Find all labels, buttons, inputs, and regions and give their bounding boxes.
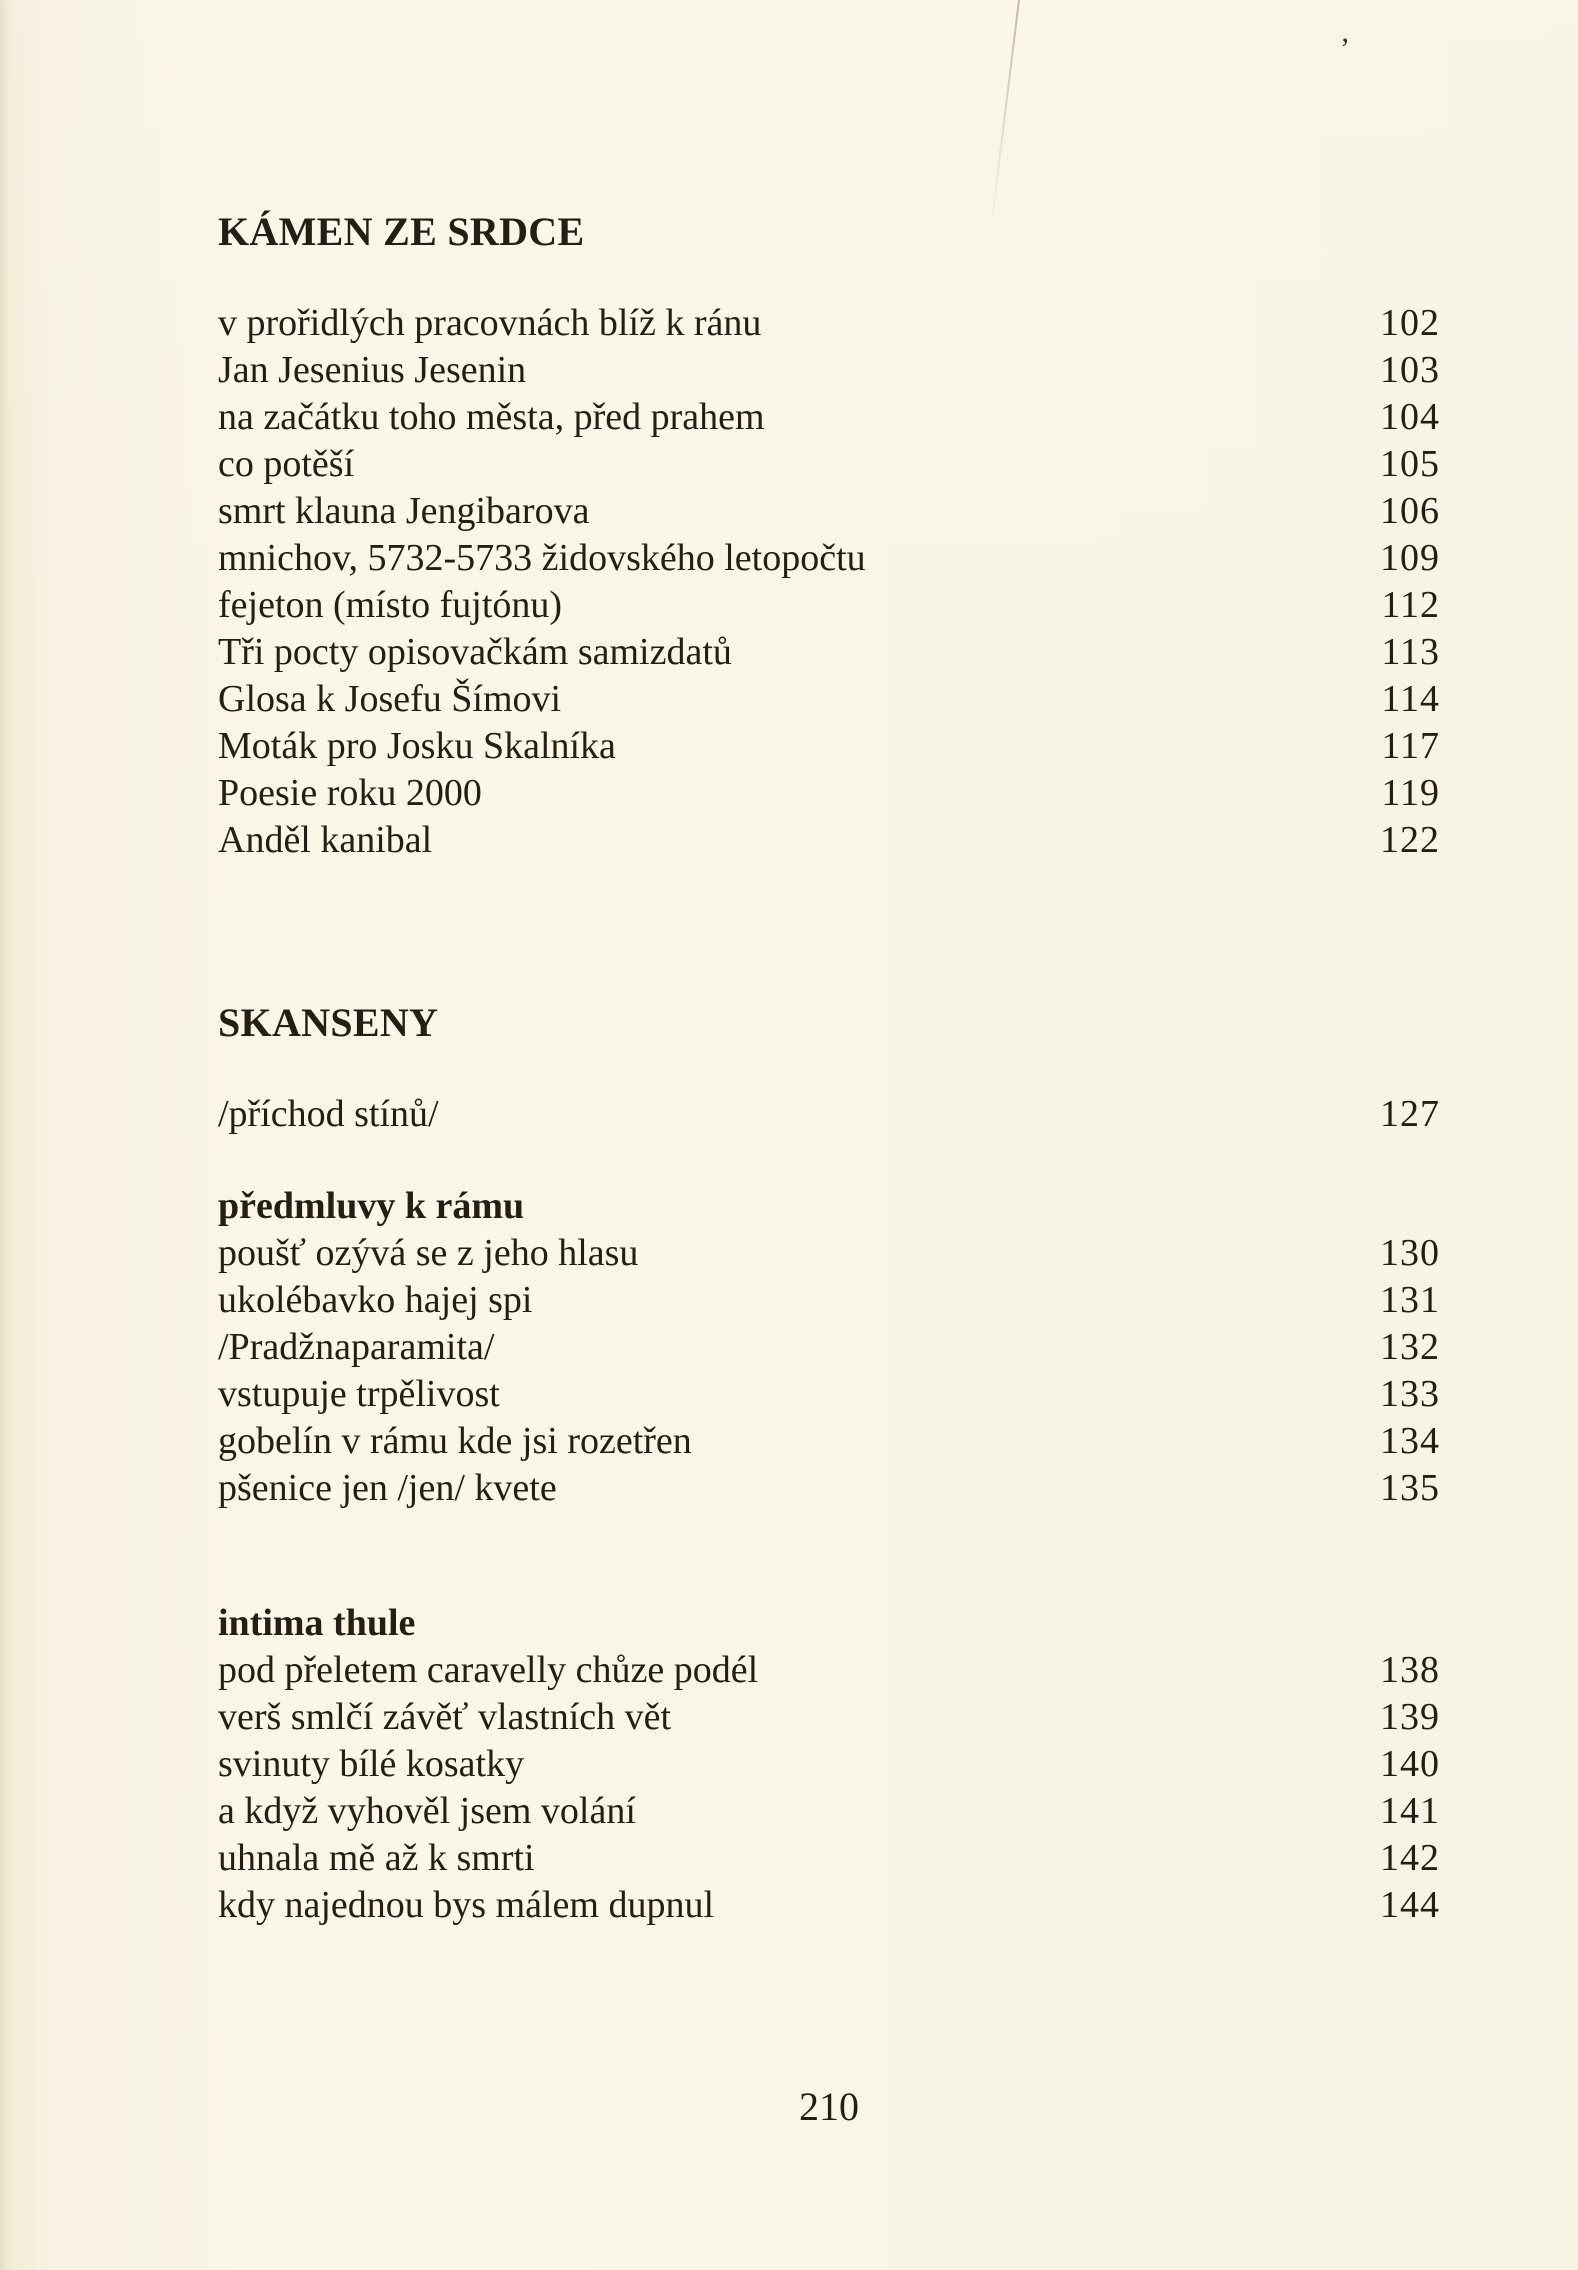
toc-entry-page: 119 [1381,772,1440,814]
toc-section [218,999,1440,1929]
toc-entry-title: vstupuje trpělivost [218,1373,500,1415]
toc-group [218,1183,1440,1512]
toc-entry-page: 127 [1380,1093,1440,1135]
toc-entry-title: fejeton (místo fujtónu) [218,584,563,626]
toc-row [218,1741,1440,1788]
toc-row [218,676,1440,723]
toc-entry-title: pod přeletem caravelly chůze podél [218,1649,759,1691]
toc-entry-title: uhnala mě až k smrti [218,1837,535,1879]
toc-entry-title: Anděl kanibal [218,819,433,861]
toc-entry-title: Moták pro Josku Skalníka [218,725,616,767]
toc-entry-page: 112 [1381,584,1440,626]
toc-entry-title: co potěší [218,443,355,485]
toc-row [218,1882,1440,1929]
toc-entry-page: 132 [1380,1326,1440,1368]
toc-entry-page: 134 [1380,1420,1440,1462]
toc-row [218,1277,1440,1324]
section-heading: SKANSENY [218,1000,439,1045]
toc-entry-page: 141 [1380,1790,1440,1832]
toc-row [218,300,1440,347]
toc-row [218,441,1440,488]
toc-row [218,347,1440,394]
toc-entry-page: 138 [1380,1649,1440,1691]
toc-entry-page: 135 [1380,1467,1440,1509]
toc-entry-title: v prořidlých pracovnách blíž k ránu [218,302,762,344]
group-subheading: předmluvy k rámu [218,1185,525,1227]
toc-row [218,394,1440,441]
toc-row [218,1694,1440,1741]
toc-entry-page: 113 [1381,631,1440,673]
toc-entry-page: 109 [1380,537,1440,579]
toc-entry-title: kdy najednou bys málem dupnul [218,1884,715,1926]
toc-entry-title: Jan Jesenius Jesenin [218,349,527,391]
toc-entry-page: 139 [1380,1696,1440,1738]
toc-entry-page: 106 [1380,490,1440,532]
toc-entry-title: mnichov, 5732-5733 židovského letopočtu [218,537,866,579]
toc-group [218,300,1440,864]
toc-entry-page: 102 [1380,302,1440,344]
toc-entry-page: 133 [1380,1373,1440,1415]
toc-group [218,1091,1440,1138]
toc-entry-title: na začátku toho města, před prahem [218,396,765,438]
toc-entry-page: 117 [1381,725,1440,767]
section-heading: KÁMEN ZE SRDCE [218,209,585,254]
toc-row [218,1465,1440,1512]
toc-entry-title: gobelín v rámu kde jsi rozetřen [218,1420,692,1462]
toc-row [218,1230,1440,1277]
toc-entry-page: 122 [1380,819,1440,861]
toc-row [218,488,1440,535]
toc-entry-title: /Pradžnaparamita/ [218,1326,495,1368]
toc-entry-page: 131 [1380,1279,1440,1321]
toc-entry-page: 104 [1380,396,1440,438]
toc-entry-title: svinuty bílé kosatky [218,1743,525,1785]
toc-section [218,208,1440,864]
toc [218,208,1440,1929]
toc-row [218,1091,1440,1138]
toc-entry-page: 114 [1381,678,1440,720]
toc-row [218,1788,1440,1835]
toc-row [218,535,1440,582]
toc-row [218,1835,1440,1882]
toc-group [218,1600,1440,1929]
toc-row [218,1324,1440,1371]
toc-row [218,629,1440,676]
toc-entry-page: 105 [1380,443,1440,485]
toc-row [218,817,1440,864]
toc-entry-title: Glosa k Josefu Šímovi [218,678,562,720]
toc-entry-title: /příchod stínů/ [218,1093,439,1135]
toc-entry-page: 130 [1380,1232,1440,1274]
toc-entry-page: 103 [1380,349,1440,391]
toc-entry-title: Poesie roku 2000 [218,772,482,814]
toc-entry-title: Tři pocty opisovačkám samizdatů [218,631,732,673]
paper-crease-line [989,0,1020,233]
toc-entry-title: a když vyhověl jsem volání [218,1790,636,1832]
toc-entry-title: smrt klauna Jengibarova [218,490,590,532]
group-subheading: intima thule [218,1602,416,1644]
toc-entry-title: pšenice jen /jen/ kvete [218,1467,557,1509]
toc-row [218,1647,1440,1694]
footer-page-number: 210 [799,2084,859,2129]
toc-row [218,770,1440,817]
toc-row [218,582,1440,629]
toc-entry-page: 144 [1380,1884,1440,1926]
toc-entry-title: ukolébavko hajej spi [218,1279,533,1321]
toc-row [218,723,1440,770]
toc-row [218,1371,1440,1418]
ink-speck: ’ [1340,32,1350,65]
toc-entry-page: 140 [1380,1743,1440,1785]
toc-entry-title: poušť ozývá se z jeho hlasu [218,1232,639,1274]
toc-entry-title: verš smlčí závěť vlastních vět [218,1696,672,1738]
toc-entry-page: 142 [1380,1837,1440,1879]
toc-row [218,1418,1440,1465]
